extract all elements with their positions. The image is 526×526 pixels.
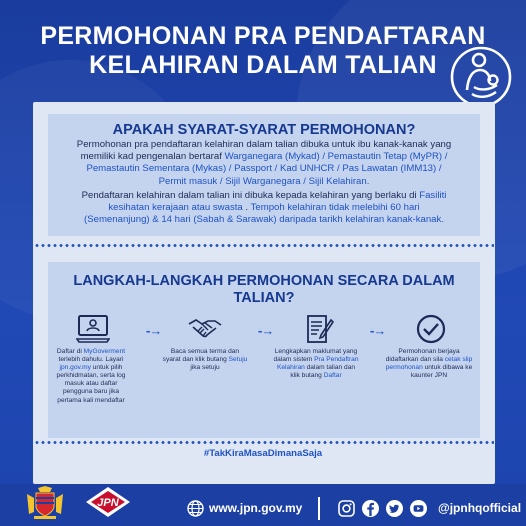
handshake-icon [188, 314, 222, 344]
facebook-icon[interactable] [362, 500, 379, 517]
page-title-line1: PERMOHONAN PRA PENDAFTARAN [40, 22, 486, 50]
twitter-icon[interactable] [386, 500, 403, 517]
check-circle-icon [414, 314, 448, 344]
step-3-text: Lengkapkan maklumat yang dalam sistem Pra Pendaftran Kelahiran dalam talian dan klik butang Daftar [273, 348, 359, 380]
requirements-title: APAKAH SYARAT-SYARAT PERMOHONAN? [112, 122, 416, 138]
website-link[interactable]: www.jpn.gov.my [209, 501, 303, 515]
requirements-paragraph-2: Pendaftaran kelahiran dalam talian ini dibuka kepada kelahiran yang berlaku di Fasiliti kesihatan kerajaan atau swasta . Tempoh kelahiran tidak melebihi 60 hari (Semenanjung) & 14 hari (Sabah & Sarawak) daripada tarikh kelahiran kanak-kanak. [81, 190, 447, 226]
dotted-divider [34, 441, 494, 444]
steps-title: LANGKAH-LANGKAH PERMOHONAN SECARA DALAM TALIAN? [73, 273, 455, 306]
requirements-paragraph-1: Permohonan pra pendaftaran kelahiran dalam talian dibuka untuk ibu kanak-kanak yang memiliki kad pengenalan bertaraf Warganegara (Mykad) / Pemastautin Tetap (MyPR) / Pemastautin Sementara (Mykas) / Passport / Kad UNHCR / Pas Lawatan (IMM13) / Permit masuk / Sijil Warganegara / Sijil Kelahiran. [76, 139, 452, 187]
step-4-text: Permohonan berjaya didaftarkan dan sila cetak slip permohonan untuk dibawa ke kaunter JPN [385, 348, 473, 380]
mother-baby-icon [450, 44, 512, 110]
step-arrow-1: -→ [146, 323, 162, 338]
step-arrow-3: -→ [370, 323, 386, 338]
instagram-icon[interactable] [338, 500, 355, 517]
footer-divider [318, 497, 320, 520]
dotted-divider [34, 244, 494, 247]
malaysia-coat-of-arms-icon [26, 486, 64, 520]
computer-user-icon [76, 314, 110, 344]
jpn-logo-icon [84, 486, 132, 518]
globe-icon [187, 500, 204, 517]
svg-text:JPN: JPN [97, 497, 119, 509]
youtube-icon[interactable] [410, 500, 427, 517]
page-title [0, 22, 526, 80]
form-pen-icon [302, 314, 336, 344]
step-1-text: Daftar di MyGoverment terlebih dahulu. Layari jpn.gov.my untuk pilih perkhidmatan, serta log masuk atau daftar pengguna baru jika pertama kali mendaftar [56, 348, 126, 404]
step-2-text: Baca semua terma dan syarat dan klik butang Setuju jika setuju [162, 348, 248, 372]
page-title-line2: KELAHIRAN DALAM TALIAN [89, 51, 437, 79]
step-arrow-2: -→ [258, 323, 274, 338]
social-handle[interactable]: @jpnhqofficial [438, 501, 522, 515]
hashtag: #TakKiraMasaDimanaSaja [203, 448, 323, 459]
